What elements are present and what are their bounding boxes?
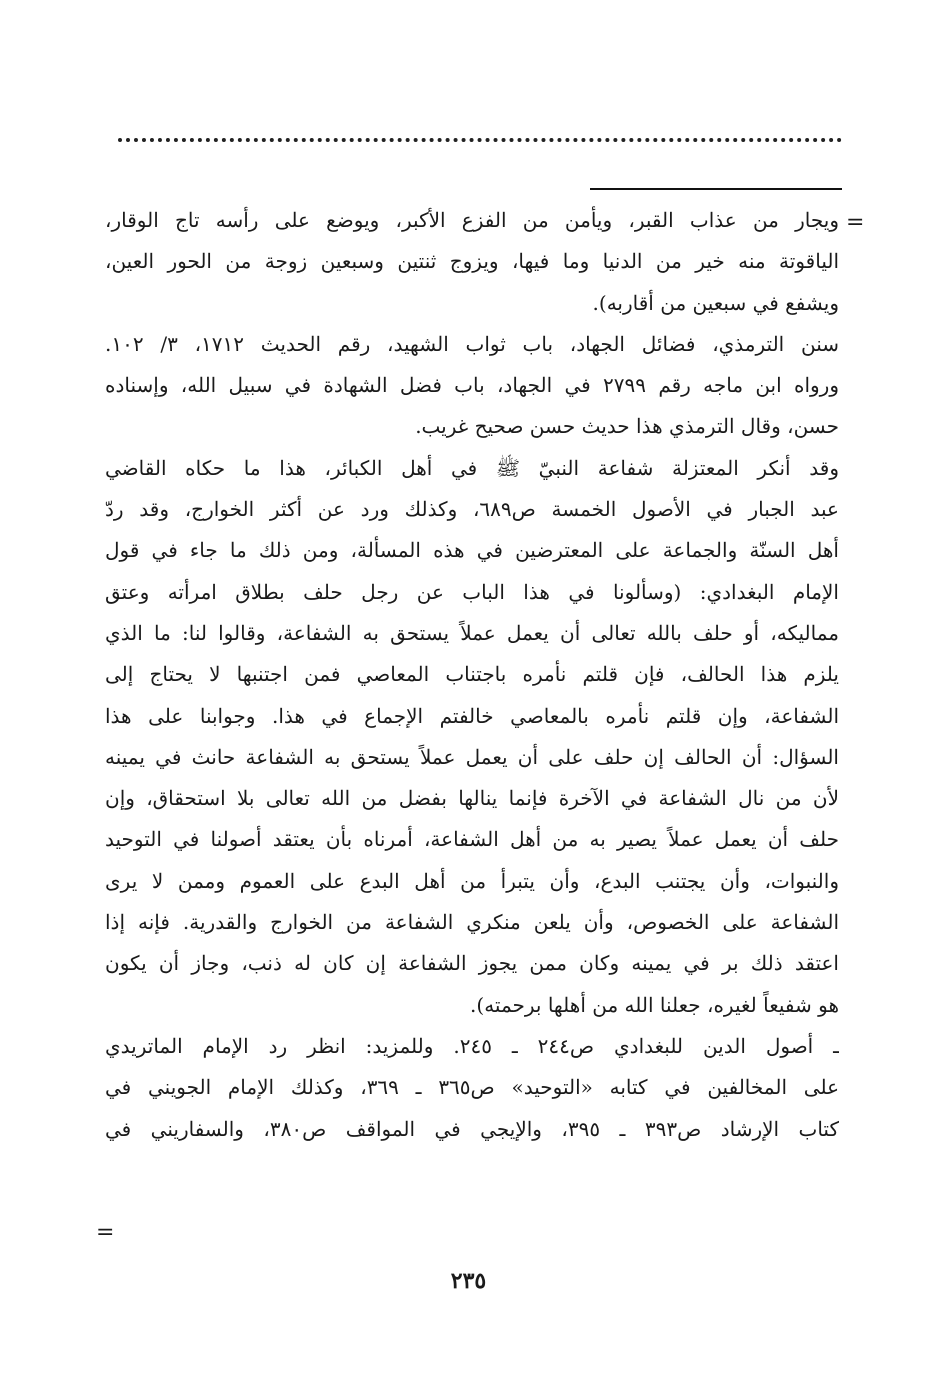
text-line: عبد الجبار في الأصول الخمسة ص٦٨٩، وكذلك ورد عن أكثر الخوارج، وقد ردّ [105,497,839,522]
text-line: هو شفيعاً لغيره، جعلنا الله من أهلها برحمته). [470,992,839,1017]
text-line: حسن، وقال الترمذي هذا حديث حسن صحيح غريب. [415,414,839,439]
text-line: كتاب الإرشاد ص٣٩٣ ـ ٣٩٥، والإيجي في المواقف ص٣٨٠، والسفاريني في [105,1116,839,1141]
text-line: ويشفع في سبعين من أقاربه). [592,290,839,315]
text-line: الياقوتة منه خير من الدنيا وما فيها، ويزوج ثنتين وسبعين زوجة من الحور العين، [105,249,839,274]
text-line: وقد أنكر المعتزلة شفاعة النبيّ ﷺ في أهل الكبائر، هذا ما حكاه القاضي [105,455,839,480]
text-line: ورواه ابن ماجه رقم ٢٧٩٩ في الجهاد، باب فضل الشهادة في سبيل الله، وإسناده [105,373,839,398]
text-line: ويجار من عذاب القبر، ويأمن من الفزع الأكبر، ويوضع على رأسه تاج الوقار، [105,208,839,232]
text-line: الإمام البغدادي: (وسألونا في هذا الباب عن رجل حلف بطلاق امرأته وعتق [105,579,839,604]
footnote-rule [590,188,842,190]
text-line: ـ أصول الدين للبغدادي ص٢٤٤ ـ ٢٤٥. وللمزيد: انظر رد الإمام الماتريدي [105,1033,839,1058]
page-number: ٢٣٥ [450,1268,487,1294]
text-line: لأن من نال الشفاعة في الآخرة فإنما ينالها بفضل من الله تعالى بلا استحقاق، وإن [105,786,839,811]
text-line: حلف أن يعمل عملاً يصير به من أهل الشفاعة، أمرناه بأن يعتقد أصولنا في التوحيد [105,827,839,852]
text-line: السؤال: أن الحالف إن حلف على أن يعمل عملاً يستحق به الشفاعة حانث في يمينه [105,744,839,769]
text-line: يلزم هذا الحالف، فإن قلتم نأمره باجتناب المعاصي فمن اجتنبها لا يحتاج إلى [105,662,839,687]
footnote-text [105,200,839,1150]
text-line: مماليكه، أو حلف بالله تعالى أن يعمل عملاً يستحق به الشفاعة، وقالوا لنا: ما الذي [105,620,839,645]
text-line: اعتقد ذلك بر في يمينه وكان ممن يجوز الشفاعة إن كان له ذنب، وجاز أن يكون [105,951,839,976]
text-line: سنن الترمذي، فضائل الجهاد، باب ثواب الشهيد، رقم الحديث ١٧١٢، ٣/ ١٠٢. [105,331,839,356]
continuation-mark-start: = [846,210,865,235]
text-line: الشفاعة، وإن قلتم نأمره بالمعاصي خالفتم الإجماع في هذا. وجوابنا على هذا [105,703,839,728]
continuation-mark-end: = [96,1220,115,1245]
text-line: الشفاعة على الخصوص، وأن يلعن منكري الشفاعة من الخوارج والقدرية. فإنه إذا [105,910,839,935]
text-line: أهل السنّة والجماعة على المعترضين في هذه المسألة، ومن ذلك ما جاء في قول [105,538,839,563]
text-line: والنبوات، وأن يجتنب البدع، وأن يتبرأ من أهل البدع على العموم وممن لا يرى [105,868,839,893]
text-line: على المخالفين في كتابه «التوحيد» ص٣٦٥ ـ ٣٦٩، وكذلك الإمام الجويني في [105,1075,839,1100]
dotted-separator [118,138,842,142]
